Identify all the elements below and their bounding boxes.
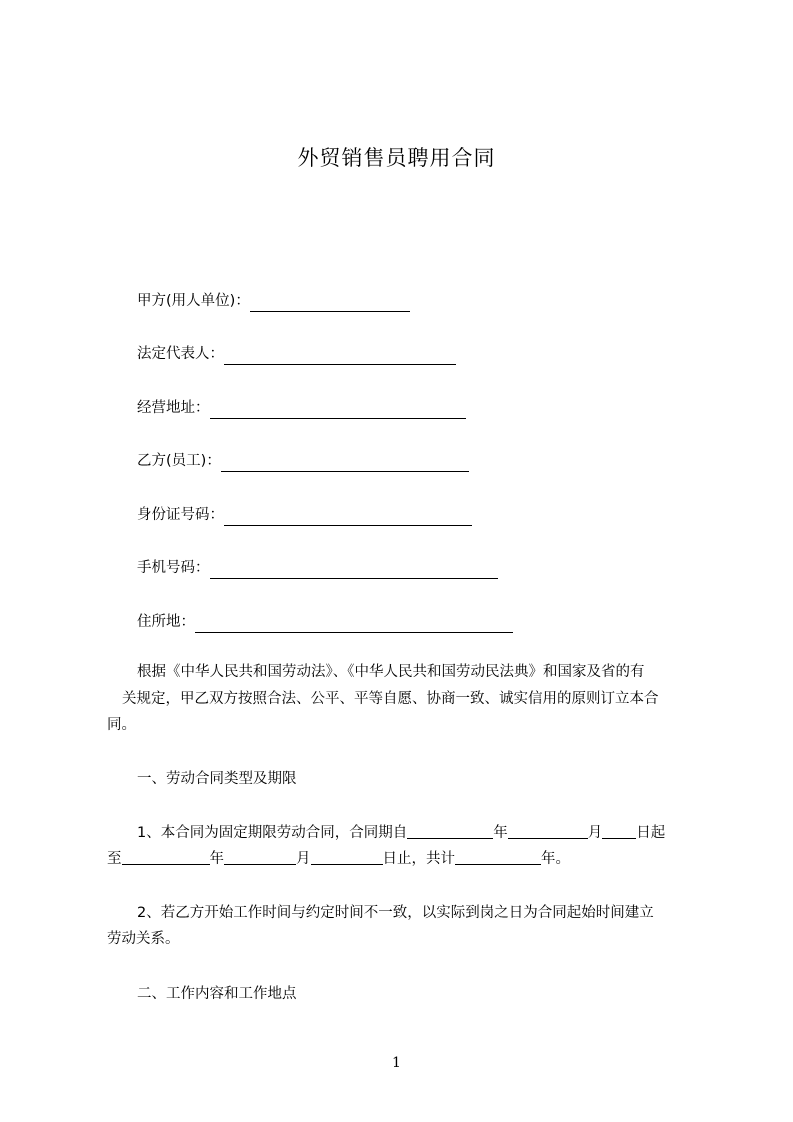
legal-representative-blank[interactable] bbox=[224, 347, 456, 365]
start-month-blank[interactable] bbox=[508, 822, 588, 839]
legal-representative-field bbox=[137, 343, 456, 365]
end-month-blank[interactable] bbox=[224, 848, 296, 865]
residence-field bbox=[137, 611, 513, 633]
to-label: 至 bbox=[107, 851, 122, 867]
start-month-label: 月 bbox=[587, 825, 603, 841]
phone-number-field bbox=[137, 557, 498, 579]
clause-1-line-1 bbox=[137, 820, 665, 847]
total-years-label: 年。 bbox=[541, 851, 570, 867]
document-title: 外贸销售员聘用合同 bbox=[297, 146, 496, 170]
end-year-label: 年 bbox=[209, 851, 224, 867]
clause-1-line-2 bbox=[107, 846, 570, 873]
id-number-blank[interactable] bbox=[224, 508, 472, 526]
end-month-label: 月 bbox=[296, 851, 311, 867]
start-day-blank[interactable] bbox=[602, 822, 636, 839]
clause-1-text: 1、本合同为固定期限劳动合同，合同期自 bbox=[137, 825, 408, 841]
section-1-heading: 一、劳动合同类型及期限 bbox=[137, 771, 297, 787]
business-address-field bbox=[137, 397, 466, 419]
start-day-label: 日起 bbox=[636, 825, 666, 841]
business-address-label: 经营地址： bbox=[137, 400, 210, 416]
party-a-label: 甲方(用人单位)： bbox=[137, 293, 250, 309]
party-b-field bbox=[137, 450, 469, 472]
end-day-blank[interactable] bbox=[311, 848, 383, 865]
end-day-label: 日止，共计 bbox=[382, 851, 455, 867]
intro-line-2: 关规定，甲乙双方按照合法、公平、平等自愿、协商一致、诚实信用的原则订立本合 bbox=[122, 691, 659, 707]
party-a-field bbox=[137, 290, 410, 312]
legal-representative-label: 法定代表人： bbox=[137, 346, 224, 362]
clause-2-line-2: 劳动关系。 bbox=[107, 931, 180, 947]
intro-line-1: 根据《中华人民共和国劳动法》、《中华人民共和国劳动民法典》和国家及省的有 bbox=[137, 664, 645, 680]
intro-line-3: 同。 bbox=[107, 717, 136, 733]
residence-blank[interactable] bbox=[195, 615, 513, 633]
page-number: 1 bbox=[392, 1055, 401, 1071]
phone-number-blank[interactable] bbox=[210, 561, 498, 579]
id-number-label: 身份证号码： bbox=[137, 507, 224, 523]
party-b-label: 乙方(员工)： bbox=[137, 453, 221, 469]
party-a-blank[interactable] bbox=[250, 294, 410, 312]
clause-2-line-1: 2、若乙方开始工作时间与约定时间不一致，以实际到岗之日为合同起始时间建立 bbox=[137, 905, 654, 921]
id-number-field bbox=[137, 504, 472, 526]
total-years-blank[interactable] bbox=[455, 848, 541, 865]
residence-label: 住所地： bbox=[137, 614, 195, 630]
section-2-heading: 二、工作内容和工作地点 bbox=[137, 986, 297, 1002]
business-address-blank[interactable] bbox=[210, 401, 466, 419]
party-b-blank[interactable] bbox=[221, 454, 469, 472]
phone-number-label: 手机号码： bbox=[137, 560, 210, 576]
end-year-blank[interactable] bbox=[122, 848, 210, 865]
start-year-blank[interactable] bbox=[407, 822, 493, 839]
start-year-label: 年 bbox=[493, 825, 508, 841]
